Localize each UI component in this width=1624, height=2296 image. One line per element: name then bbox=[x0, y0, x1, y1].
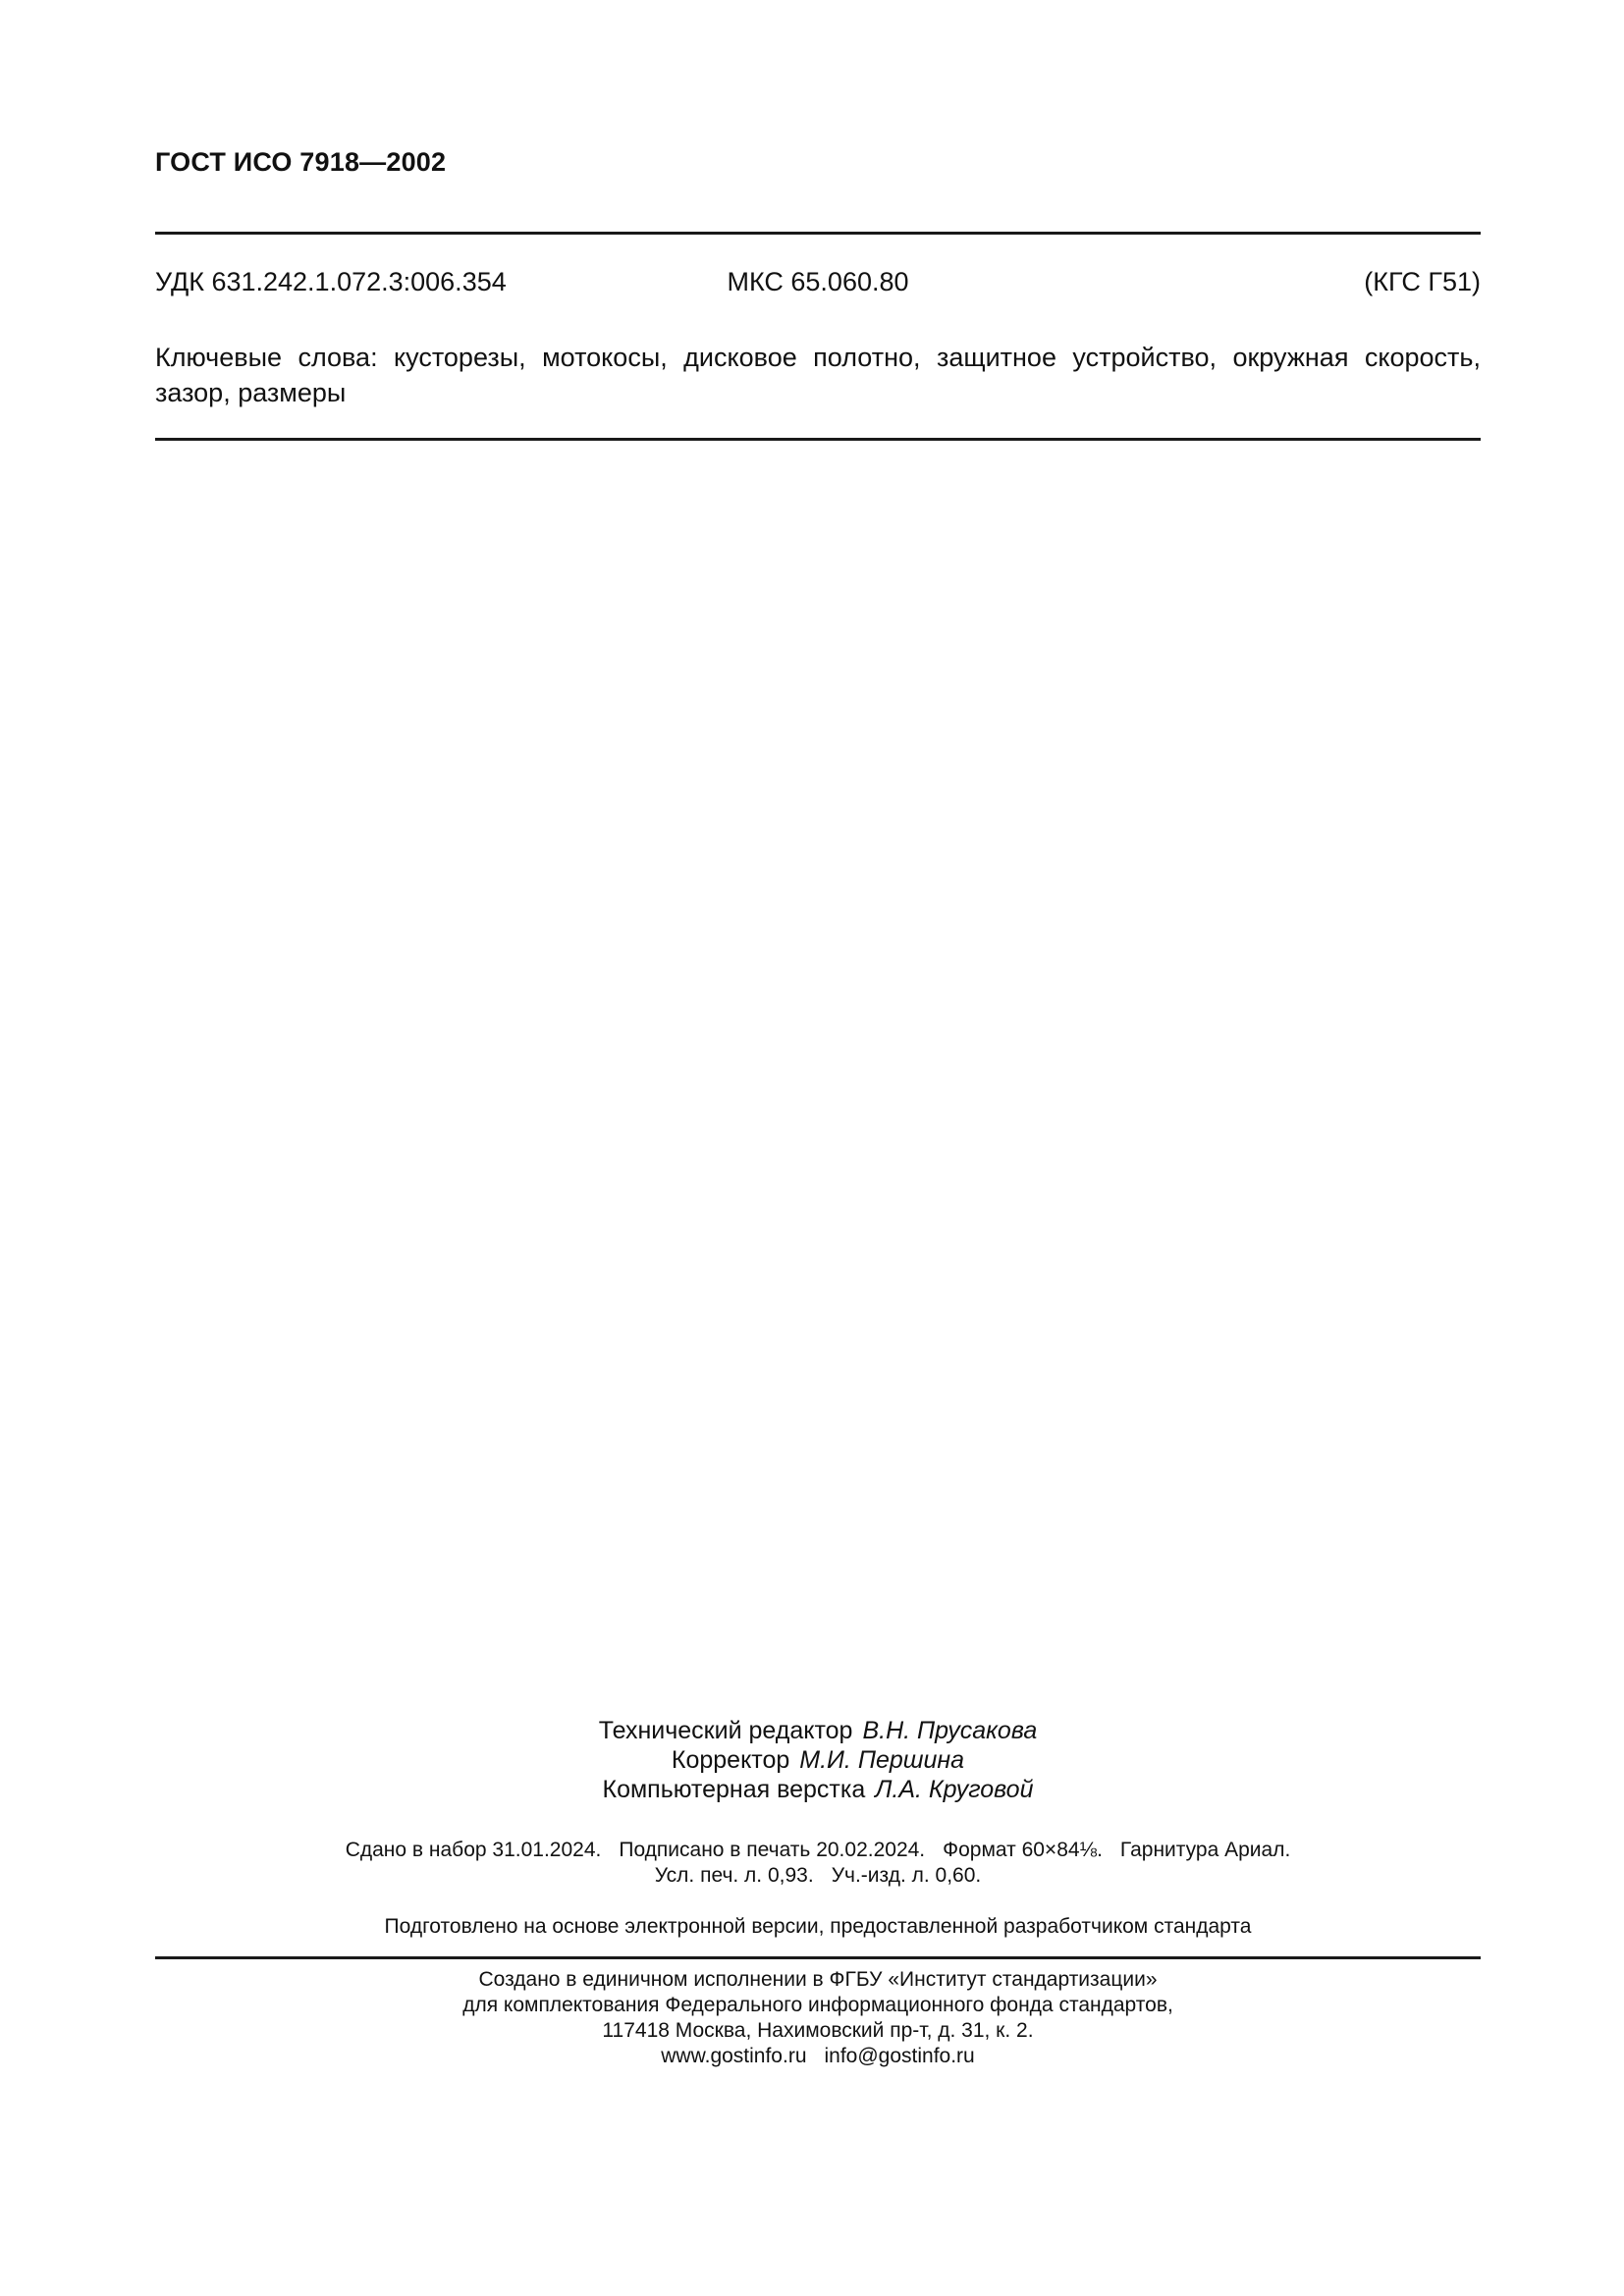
publisher-footer bbox=[155, 1967, 1481, 2069]
print-info bbox=[155, 1838, 1481, 1889]
website-link[interactable]: www.gostinfo.ru bbox=[661, 2045, 807, 2067]
typeface: Гарнитура Ариал. bbox=[1119, 1839, 1291, 1861]
kgs-code: (КГС Г51) bbox=[1364, 267, 1481, 296]
keywords-paragraph: Ключевые слова: кусторезы, мотокосы, дисковое полотно, защитное устройство, окружная скорость, зазор, размеры bbox=[155, 343, 1481, 407]
corrector-role: Корректор bbox=[671, 1746, 790, 1774]
technical-editor-role: Технический редактор bbox=[598, 1717, 853, 1744]
mks-code: МКС 65.060.80 bbox=[727, 267, 909, 296]
footer-line-1: Создано в единичном исполнении в ФГБУ «Институт стандартизации» bbox=[478, 1968, 1158, 1991]
footer-line-2: для комплектования Федерального информационного фонда стандартов, bbox=[462, 1994, 1173, 2016]
layout-role: Компьютерная верстка bbox=[602, 1776, 866, 1803]
publisher-sheets: Уч.-изд. л. 0,60. bbox=[831, 1864, 982, 1887]
corrector-line bbox=[155, 1745, 1481, 1775]
signed-date: Подписано в печать 20.02.2024. bbox=[619, 1839, 926, 1861]
print-info-line-1 bbox=[155, 1838, 1481, 1863]
classification-line bbox=[155, 267, 1481, 302]
editorial-credits bbox=[155, 1716, 1481, 1804]
submitted-date: Сдано в набор 31.01.2024. bbox=[345, 1839, 602, 1861]
print-info-line-2 bbox=[155, 1863, 1481, 1889]
layout-line bbox=[155, 1775, 1481, 1804]
standard-designation: ГОСТ ИСО 7918—2002 bbox=[155, 147, 447, 177]
email-link[interactable]: info@gostinfo.ru bbox=[824, 2045, 975, 2067]
technical-editor-name: В.Н. Прусакова bbox=[862, 1717, 1038, 1744]
footer-divider bbox=[155, 1956, 1481, 1959]
paper-format: Формат 60×84⅛. bbox=[943, 1839, 1103, 1861]
footer-address: 117418 Москва, Нахимовский пр-т, д. 31, к. 2. bbox=[602, 2019, 1034, 2042]
layout-name: Л.А. Круговой bbox=[875, 1776, 1034, 1803]
footer-contacts bbox=[155, 2044, 1481, 2069]
corrector-name: М.И. Першина bbox=[799, 1746, 965, 1774]
technical-editor-line bbox=[155, 1716, 1481, 1745]
prepared-note: Подготовлено на основе электронной версии, предоставленной разработчиком стандарта bbox=[384, 1915, 1252, 1938]
top-divider bbox=[155, 232, 1481, 235]
print-sheets: Усл. печ. л. 0,93. bbox=[654, 1864, 814, 1887]
udk-code: УДК 631.242.1.072.3:006.354 bbox=[155, 267, 507, 296]
keywords-divider bbox=[155, 438, 1481, 441]
